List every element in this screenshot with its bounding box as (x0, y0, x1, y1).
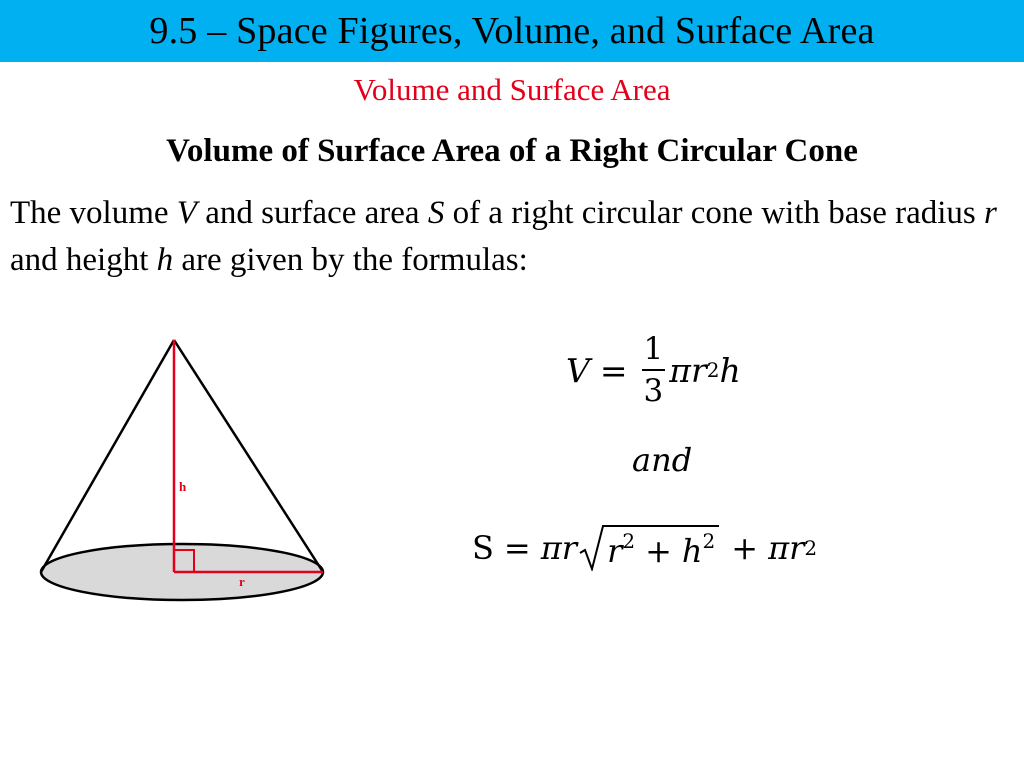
equals-sign: = (599, 350, 628, 390)
plus-sign: + (645, 532, 672, 570)
slide-title: 9.5 – Space Figures, Volume, and Surface Area (149, 10, 875, 52)
exponent: 2 (702, 529, 716, 553)
var-r: r (984, 195, 997, 231)
equals-sign: = (503, 529, 531, 567)
cone-left-side (41, 340, 174, 572)
pi-symbol: π (768, 529, 790, 567)
section-subtitle: Volume and Surface Area (353, 72, 671, 107)
height-symbol: h (681, 532, 703, 570)
pi-symbol: π (669, 350, 691, 390)
text-part: and surface area (196, 195, 428, 231)
var-h: h (156, 242, 174, 278)
surface-formula (472, 518, 817, 578)
radius-symbol: r (789, 529, 805, 567)
text-part: are given by the formulas: (173, 242, 528, 278)
volume-lhs: V (566, 350, 590, 390)
fraction-denominator: 3 (643, 373, 664, 409)
volume-formula (566, 324, 741, 416)
exponent: 2 (706, 358, 720, 382)
radius-label: r (239, 574, 245, 589)
topic-heading: Volume of Surface Area of a Right Circular Cone (166, 133, 858, 169)
one-third-fraction (642, 331, 666, 409)
radical-sign-icon (579, 525, 605, 571)
exponent: 2 (622, 529, 636, 553)
connector-word: and (632, 441, 693, 479)
exponent: 2 (804, 536, 818, 560)
radius-symbol: r (607, 532, 623, 570)
height-label: h (179, 479, 187, 494)
text-part: of a right circular cone with base radius (444, 195, 985, 231)
description-paragraph (10, 190, 1010, 284)
surface-lhs: S (472, 529, 494, 567)
plus-sign: + (731, 529, 759, 567)
var-s: S (427, 195, 445, 231)
square-root (579, 525, 719, 571)
text-part: and height (10, 242, 157, 278)
radius-symbol: r (561, 529, 578, 567)
height-symbol: h (719, 350, 741, 390)
title-bar (0, 0, 1024, 62)
fraction-numerator: 1 (642, 331, 666, 371)
radius-symbol: r (690, 350, 707, 390)
cone-right-side (174, 340, 323, 572)
pi-symbol: π (540, 529, 562, 567)
var-v: V (176, 195, 197, 231)
cone-diagram (36, 336, 332, 606)
text-part: The volume (10, 195, 177, 231)
radicand (605, 525, 719, 571)
